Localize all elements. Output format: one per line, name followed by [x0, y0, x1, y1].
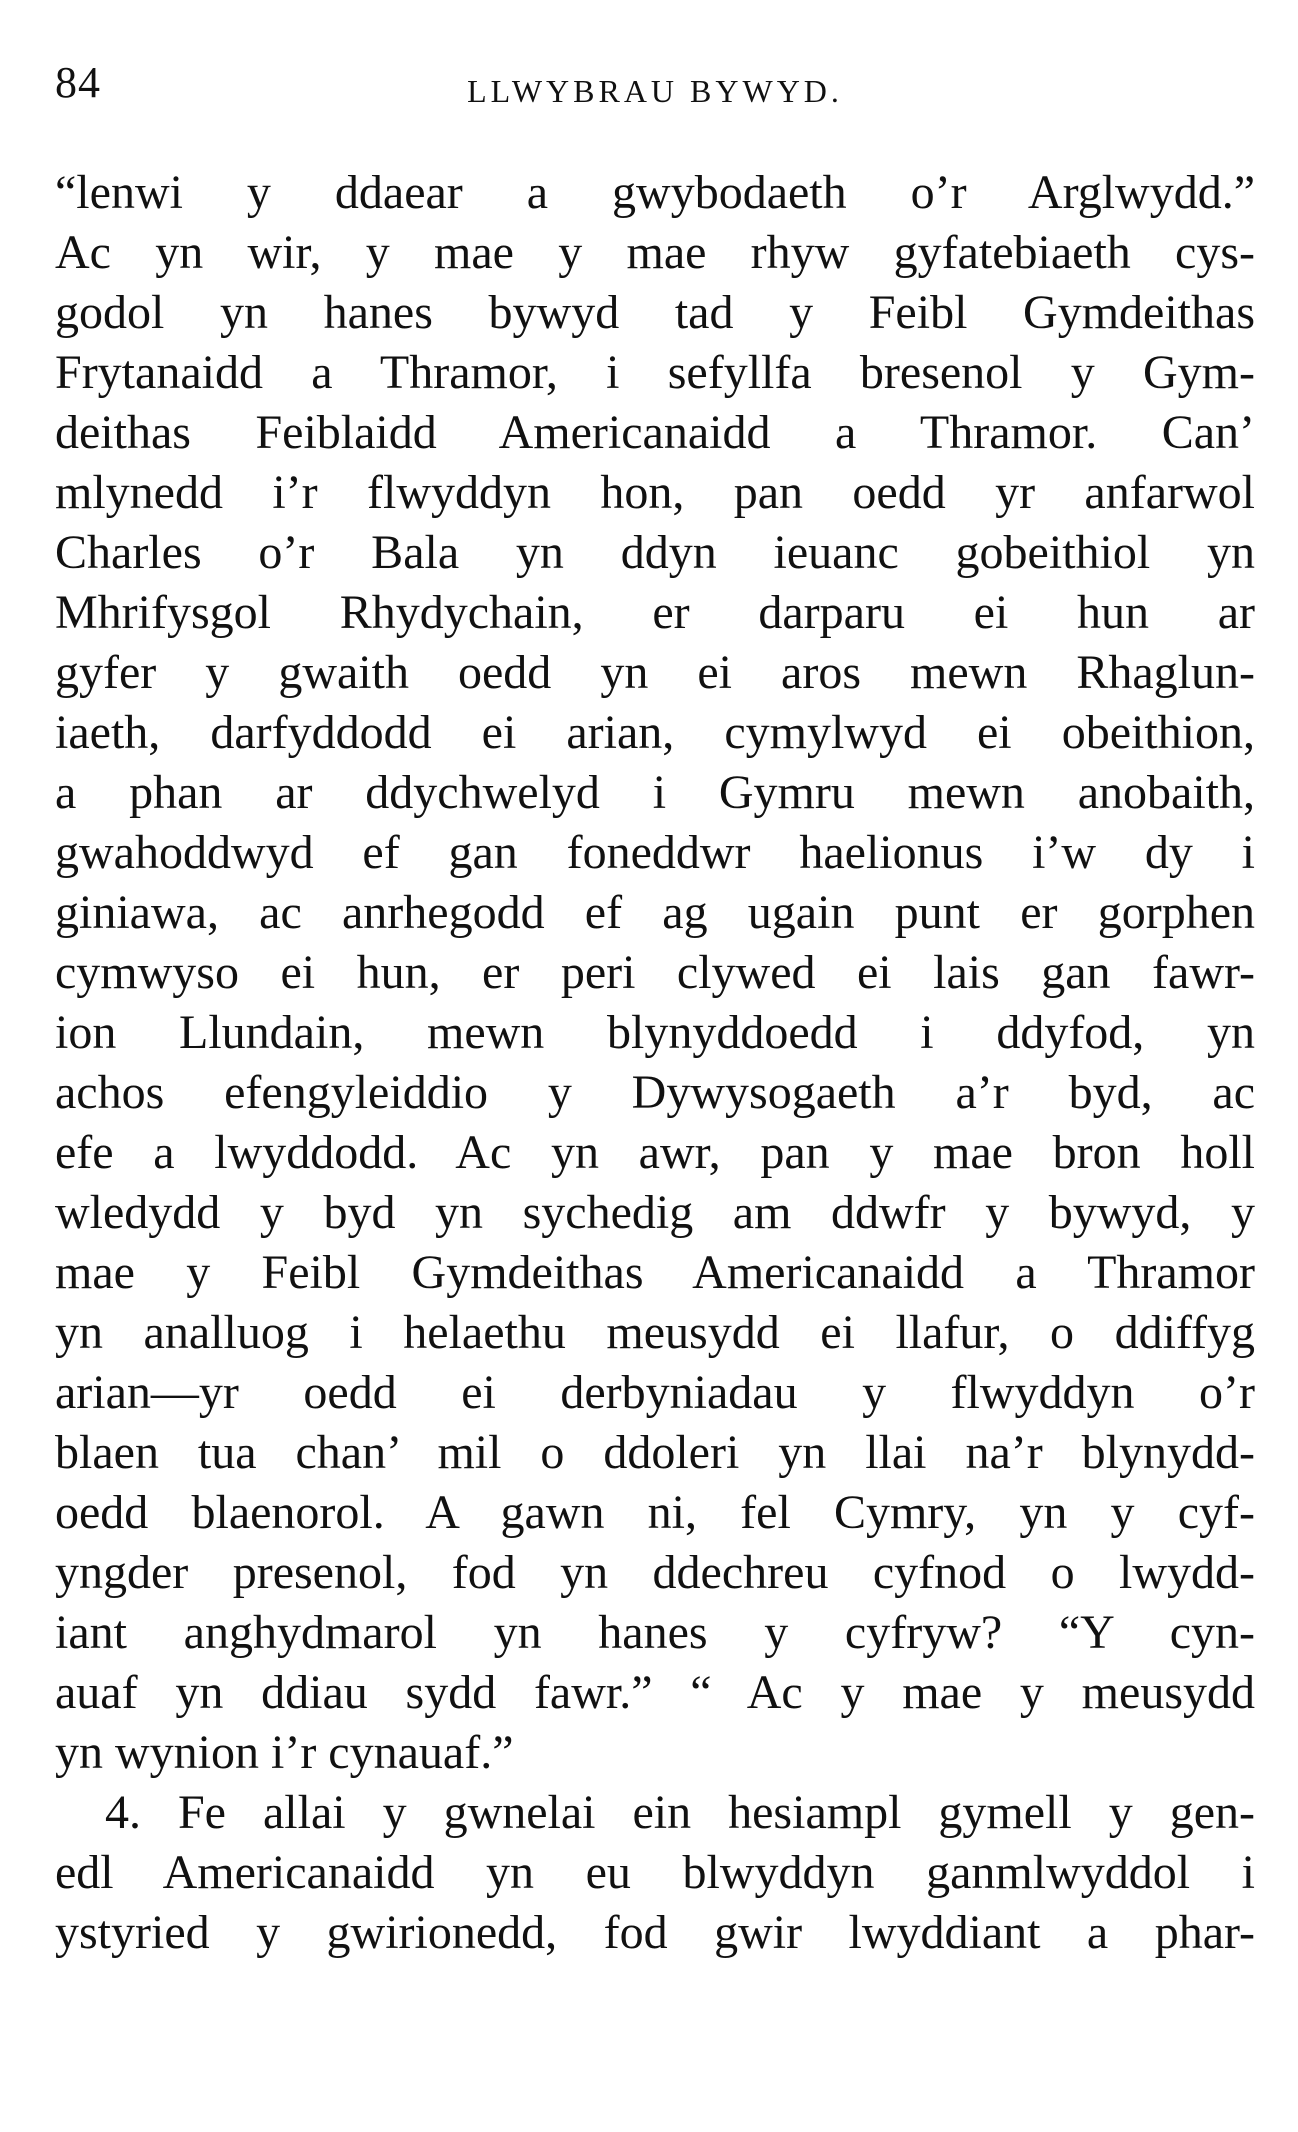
text-line: Ac yn wir, y mae y mae rhyw gyfatebiaeth cys- [55, 226, 1255, 279]
text-line: yn wynion i’r cynauaf.” [55, 1726, 514, 1779]
body-text [55, 163, 1255, 1963]
text-line: “lenwi y ddaear a gwybodaeth o’r Arglwydd.” [55, 166, 1255, 219]
text-line: ion Llundain, mewn blynyddoedd i ddyfod, yn [55, 1006, 1255, 1059]
text-line: yngder presenol, fod yn ddechreu cyfnod o lwydd- [55, 1546, 1255, 1599]
running-header [55, 45, 1255, 115]
text-line: Charles o’r Bala yn ddyn ieuanc gobeithiol yn [55, 526, 1255, 579]
text-line: mlynedd i’r flwyddyn hon, pan oedd yr anfarwol [55, 466, 1255, 519]
text-line: arian—yr oedd ei derbyniadau y flwyddyn o’r [55, 1366, 1255, 1419]
text-line: ystyried y gwirionedd, fod gwir lwyddiant a phar- [55, 1906, 1255, 1959]
text-line: mae y Feibl Gymdeithas Americanaidd a Thramor [55, 1246, 1255, 1299]
running-title: LLWYBRAU BYWYD. [467, 73, 843, 109]
text-line: auaf yn ddiau sydd fawr.” “ Ac y mae y meusydd [55, 1666, 1255, 1719]
text-line: giniawa, ac anrhegodd ef ag ugain punt er gorphen [55, 886, 1255, 939]
book-page [55, 45, 1255, 1963]
text-line: edl Americanaidd yn eu blwyddyn ganmlwyddol i [55, 1846, 1255, 1899]
text-line: wledydd y byd yn sychedig am ddwfr y bywyd, y [55, 1186, 1255, 1239]
paragraph-start-line: 4. Fe allai y gwnelai ein hesiampl gymell y gen- [105, 1786, 1255, 1839]
text-line: cymwyso ei hun, er peri clywed ei lais gan fawr- [55, 946, 1255, 999]
text-line: oedd blaenorol. A gawn ni, fel Cymry, yn y cyf- [55, 1486, 1255, 1539]
text-line: gyfer y gwaith oedd yn ei aros mewn Rhaglun- [55, 646, 1255, 699]
text-line: yn analluog i helaethu meusydd ei llafur, o ddiffyg [55, 1306, 1255, 1359]
text-line: a phan ar ddychwelyd i Gymru mewn anobaith, [55, 766, 1255, 819]
text-line: Mhrifysgol Rhydychain, er darparu ei hun ar [55, 586, 1255, 639]
page-number: 84 [55, 58, 101, 107]
text-line: iaeth, darfyddodd ei arian, cymylwyd ei obeithion, [55, 706, 1255, 759]
text-line: deithas Feiblaidd Americanaidd a Thramor. Can’ [55, 406, 1255, 459]
text-line: Frytanaidd a Thramor, i sefyllfa bresenol y Gym- [55, 346, 1255, 399]
text-line: blaen tua chan’ mil o ddoleri yn llai na’r blynydd- [55, 1426, 1255, 1479]
text-line: achos efengyleiddio y Dywysogaeth a’r byd, ac [55, 1066, 1255, 1119]
text-line: iant anghydmarol yn hanes y cyfryw? “Y cyn- [55, 1606, 1255, 1659]
text-line: efe a lwyddodd. Ac yn awr, pan y mae bron holl [55, 1126, 1255, 1179]
text-line: gwahoddwyd ef gan foneddwr haelionus i’w dy i [55, 826, 1255, 879]
text-line: godol yn hanes bywyd tad y Feibl Gymdeithas [55, 286, 1255, 339]
